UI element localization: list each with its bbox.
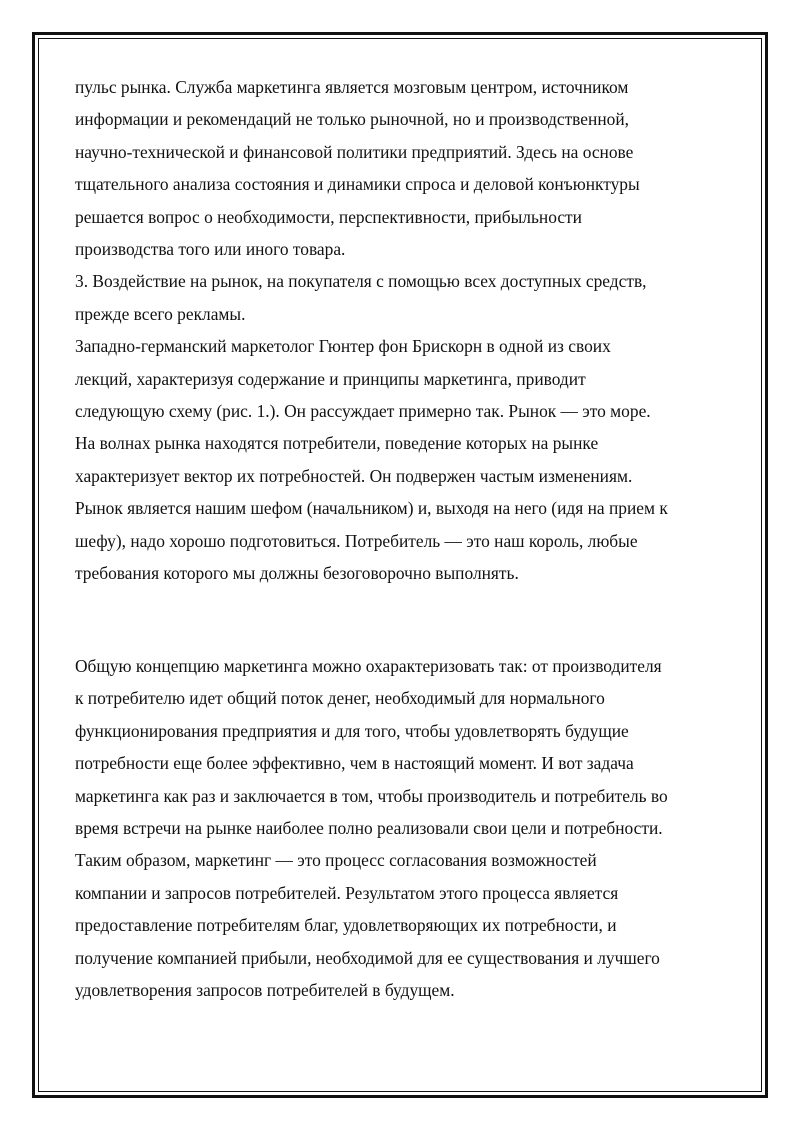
text-line: к потребителю идет общий поток денег, необходимый для нормального	[75, 688, 605, 709]
text-line: функционирования предприятия и для того, чтобы удовлетворять будущие	[75, 720, 629, 741]
paragraph-2	[75, 650, 735, 1006]
text-line: требования которого мы должны безоговорочно выполнять.	[75, 563, 519, 584]
paragraph-1	[75, 71, 735, 590]
text-line: тщательного анализа состояния и динамики спроса и деловой конъюнктуры	[75, 174, 640, 195]
text-line: информации и рекомендаций не только рыночной, но и производственной,	[75, 109, 629, 130]
text-line: На волнах рынка находятся потребители, поведение которых на рынке	[75, 433, 599, 454]
text-line: предоставление потребителям благ, удовлетворяющих их потребности, и	[75, 915, 617, 936]
text-line: маркетинга как раз и заключается в том, чтобы производитель и потребитель во	[75, 785, 668, 806]
text-line: следующую схему (рис. 1.). Он рассуждает примерно так. Рынок — это море.	[75, 401, 651, 422]
text-line: Общую концепцию маркетинга можно охарактеризовать так: от производителя	[75, 656, 662, 676]
text-line: Таким образом, маркетинг — это процесс согласования возможностей	[75, 850, 597, 871]
text-line: время встречи на рынке наиболее полно реализовали свои цели и потребности.	[75, 818, 663, 839]
text-line: компании и запросов потребителей. Результатом этого процесса является	[75, 882, 619, 903]
text-line: получение компанией прибыли, необходимой для ее существования и лучшего	[75, 947, 660, 968]
text-line: производства того или иного товара.	[75, 239, 346, 260]
text-line: решается вопрос о необходимости, перспективности, прибыльности	[75, 206, 582, 227]
text-line: 3. Воздействие на рынок, на покупателя с помощью всех доступных средств,	[75, 271, 647, 292]
text-line: прежде всего рекламы.	[75, 303, 246, 324]
text-line: характеризует вектор их потребностей. Он подвержен частым изменениям.	[75, 465, 633, 486]
text-line: научно-технической и финансовой политики предприятий. Здесь на основе	[75, 141, 634, 162]
text-line: лекций, характеризуя содержание и принципы маркетинга, приводит	[75, 368, 586, 389]
text-line: Западно-германский маркетолог Гюнтер фон Брискорн в одной из своих	[75, 336, 611, 357]
text-line: потребности еще более эффективно, чем в настоящий момент. И вот задача	[75, 753, 634, 774]
text-line: Рынок является нашим шефом (начальником) и, выходя на него (идя на прием к	[75, 498, 668, 519]
text-line: удовлетворения запросов потребителей в будущем.	[75, 980, 455, 1001]
text-line: шефу), надо хорошо подготовиться. Потребитель — это наш король, любые	[75, 530, 638, 551]
text-line: пульс рынка. Служба маркетинга является мозговым центром, источником	[75, 77, 629, 97]
